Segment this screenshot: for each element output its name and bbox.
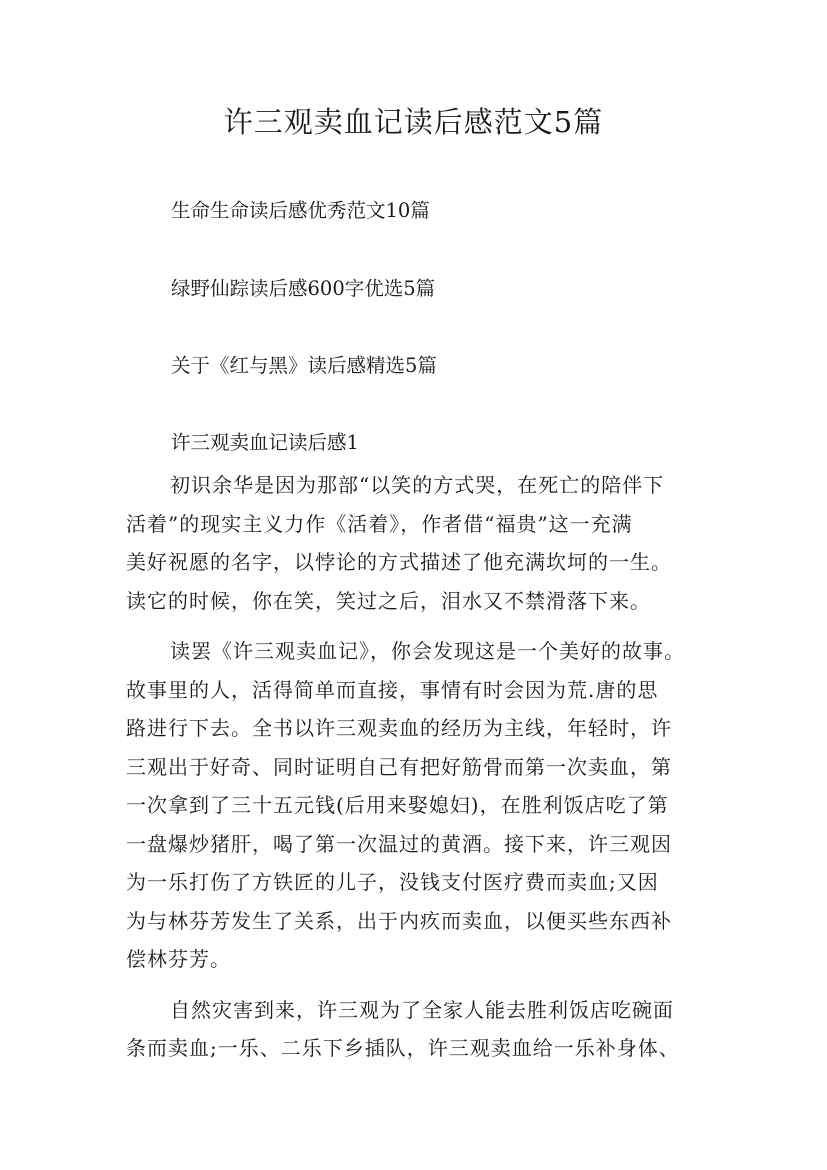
paragraph-line: 为与林芬芳发生了关系，出于内疚而卖血，以便买些东西补 (126, 908, 672, 933)
related-link-3[interactable]: 关于《红与黑》读后感精选5篇 (171, 354, 437, 377)
paragraph-line: 美好祝愿的名字，以悖论的方式描述了他充满坎坷的一生。 (126, 550, 672, 574)
paragraph-1 (126, 466, 716, 620)
paragraph-line: 自然灾害到来，许三观为了全家人能去胜利饭店吃碗面 (170, 997, 674, 1022)
paragraph-line: 读它的时候，你在笑，笑过之后，泪水又不禁滑落下来。 (126, 588, 651, 613)
paragraph-line: 条而卖血;一乐、二乐下乡插队，许三观卖血给一乐补身体、 (126, 1036, 680, 1060)
paragraph-line: 活着”的现实主义力作《活着》，作者借“福贵”这一充满 (126, 511, 633, 536)
section-heading: 许三观卖血记读后感1 (171, 431, 359, 454)
paragraph-line: 三观出于好奇、同时证明自己有把好筋骨而第一次卖血，第 (126, 754, 672, 779)
paragraph-line: 初识余华是因为那部“以笑的方式哭，在死亡的陪伴下 (170, 473, 665, 497)
paragraph-line: 偿林芬芳。 (126, 947, 231, 971)
paragraph-line: 故事里的人，活得简单而直接，事情有时会因为荒.唐的思 (126, 677, 659, 702)
paragraph-2 (126, 632, 716, 979)
related-link-1[interactable]: 生命生命读后感优秀范文10篇 (171, 199, 430, 222)
paragraph-line: 读罢《许三观卖血记》，你会发现这是一个美好的故事。 (170, 639, 685, 663)
paragraph-3 (126, 991, 716, 1068)
related-link-2[interactable]: 绿野仙踪读后感600字优选5篇 (171, 277, 436, 300)
paragraph-line: 一次拿到了三十五元钱(后用来娶媳妇)，在胜利饭店吃了第 (126, 793, 669, 817)
paragraph-line: 为一乐打伤了方铁匠的儿子，没钱支付医疗费而卖血;又因 (126, 870, 659, 894)
paragraph-line: 一盘爆炒猪肝，喝了第一次温过的黄酒。接下来，许三观因 (126, 831, 672, 856)
body-text (126, 466, 716, 1080)
paragraph-line: 路进行下去。全书以许三观卖血的经历为主线，年轻时，许 (126, 716, 672, 740)
document-title: 许三观卖血记读后感范文5篇 (223, 105, 604, 139)
